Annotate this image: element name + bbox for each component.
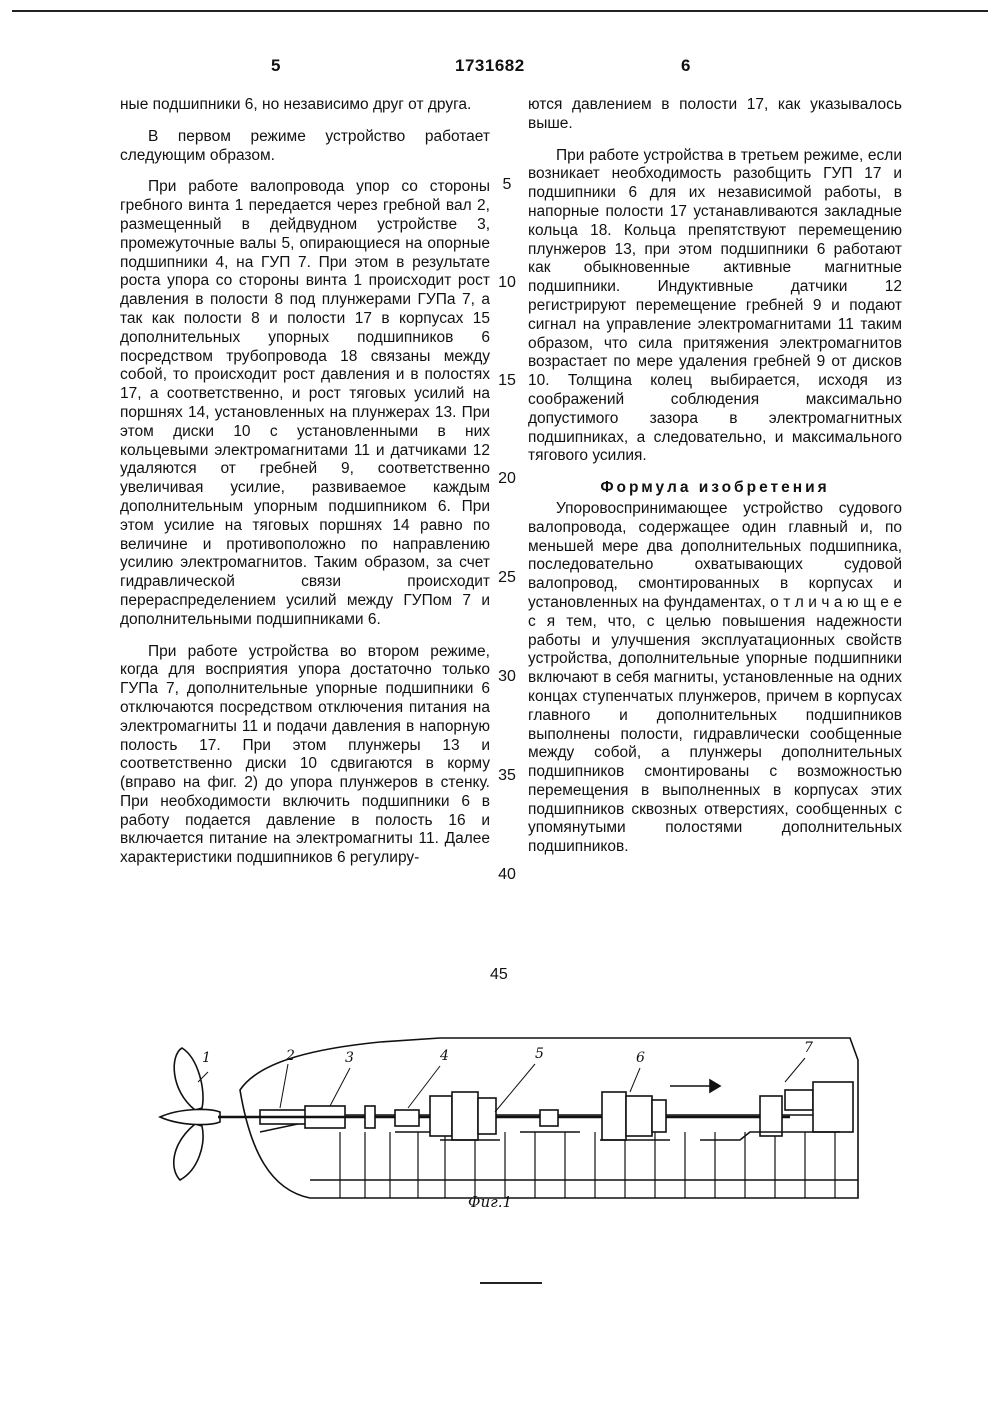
main-thrust-bearing <box>760 1096 782 1136</box>
line-number-25: 25 <box>498 569 516 586</box>
line-number-20: 20 <box>498 470 516 487</box>
line-number-30: 30 <box>498 668 516 685</box>
left-paragraph-2: В первом режиме устройство работает следующим образом. <box>120 127 490 164</box>
support-bearing-3 <box>540 1110 558 1126</box>
fig-label-5: 5 <box>535 1046 544 1062</box>
additional-bearing-f <box>652 1100 666 1132</box>
additional-bearing-a <box>430 1096 452 1136</box>
line-number-5: 5 <box>502 176 512 193</box>
left-column <box>120 96 490 881</box>
left-paragraph-1: ные подшипники 6, но независимо друг от друга. <box>120 96 472 113</box>
support-bearing-1 <box>365 1106 375 1128</box>
right-paragraph-2: При работе устройства в третьем режиме, если возникает необходимость разобщить ГУП 17 и подшипники 6 для их независимой работы, в напорные полости 17 устанавливаются закладные кольца 18. Кольца препятствуют перемещению плунжеров 13, при этом подшипники 6 работают как обыкновенные активные магнитные подшипники. Индуктивные датчики 12 регистрируют перемещение гребней 9 и подают сигнал на управление электромагнитами 11 таким образом, что сила притяжения электромагнитов возрастает по мере удаления гребней 9 от дисков 10. Толщина колец выбирается, исходя из соображений соблюдения максимально допустимого зазора в электромагнитных подшипниках, а следовательно, и максимального тягового усилия. <box>528 146 902 465</box>
fig-label-3: 3 <box>345 1050 354 1066</box>
bottom-short-rule <box>480 1282 542 1284</box>
additional-bearing-d <box>602 1092 626 1140</box>
engine-block <box>813 1082 853 1132</box>
right-paragraph-1: ются давлением в полости 17, как указывалось выше. <box>528 96 902 132</box>
additional-bearing-e <box>626 1096 652 1136</box>
support-bearing-2 <box>395 1110 419 1126</box>
bottom-line-number: 45 <box>490 966 508 983</box>
propeller-blade-upper <box>174 1048 203 1110</box>
left-paragraph-4: При работе устройства во втором режиме, когда для восприятия упора достаточно только ГУПа 7, дополнительные упорные подшипники 6 отключаются посредством отключения питания на электромагниты 11 и подачи давления в напорную полость 17. При этом плунжеры 13 и соответственно диски 10 сдвигаются в корму (вправо на фиг. 2) до упора плунжеров в стенку. При необходимости включить подшипники 6 в работу подается давление в полость 16 и включается питание на электромагниты 11. Далее характеристики подшипников 6 регулиру- <box>120 642 490 867</box>
propeller-blade-lower <box>174 1124 203 1180</box>
right-page-number: 6 <box>681 56 691 75</box>
additional-bearing-b <box>452 1092 478 1140</box>
patent-number: 1731682 <box>455 56 525 75</box>
line-number-10: 10 <box>498 274 516 291</box>
right-column <box>528 96 902 870</box>
propeller-hub <box>160 1109 220 1124</box>
additional-bearing-c <box>478 1098 496 1134</box>
figure-ship-shaft-drawing <box>140 1020 870 1220</box>
line-number-35: 35 <box>498 767 516 784</box>
left-page-number: 5 <box>271 56 281 75</box>
fig-label-6: 6 <box>636 1050 645 1066</box>
fig-label-1: 1 <box>202 1050 211 1066</box>
line-number-40: 40 <box>498 866 516 883</box>
fig-label-2: 2 <box>286 1048 295 1064</box>
left-paragraph-3: При работе валопровода упор со стороны гребного винта 1 передается через гребной вал 2, размещенный в дейдвудном устройстве 3, промежуточные валы 5, опирающиеся на опорные подшипники 4, на ГУП 7. При этом в результате роста упора со стороны винта 1 происходит рост давления в полости 8 под плунжерами ГУПа 7, а так как полости 8 и полости 17 в корпусах 15 дополнительных упорных подшипников 6 посредством трубопровода 18 связаны между собой, то происходит рост давления и в полостях 17, а соответственно, и рост тяговых усилий на поршнях 14, установленных на плунжерах 13. При этом диски 10 с установленными в них кольцевыми электромагнитами 11 и датчиками 12 удаляются от гребней 9, соответственно увеличивая усилие, развиваемое каждым дополнительным упорным подшипником 6. При этом усилие на тяговых поршнях 14 равно по величине и противоположно по направлению усилию электромагнитов. Таким образом, за счет гидравлической связи происходит перераспределением усилий между ГУПом 7 и дополнительными подшипниками 6. <box>120 178 490 628</box>
bulkhead-lines <box>340 1132 835 1198</box>
main-thrust-bearing-top <box>785 1090 813 1110</box>
fig-label-7: 7 <box>804 1040 813 1056</box>
thrust-arrow-head <box>710 1080 720 1092</box>
formula-text: Упоровоспринимающее устройство судового валопровода, содержащее один главный и, по меньшей мере два дополнительных подшипника, последовательно охватывающих судовой валопровод, смонтированных в корпусах и установленных на фундаментах, о т л и ч а ю щ е е с я тем, что, с целью повышения надежности работы и улучшения эксплуатационных свойств устройства, дополнительные упорные подшипники включают в себя магниты, установленные на одних концах ступенчатых плунжеров, причем в корпусах главного и дополнительных подшипников выполнены полости, гидравлически сообщенные между собой, а плунжеры дополнительных подшипников смонтированы с возможностью перемещения в выполненных в корпусах этих подшипников сквозных отверстиях, сообщенных с упомянутыми полостями дополнительных подшипников. <box>528 499 902 856</box>
figure-caption: Фиг.1 <box>468 1193 513 1211</box>
fig-label-4: 4 <box>440 1048 449 1064</box>
top-border-rule <box>12 10 988 12</box>
line-number-15: 15 <box>498 372 516 389</box>
formula-title: Формула изобретения <box>600 479 830 497</box>
